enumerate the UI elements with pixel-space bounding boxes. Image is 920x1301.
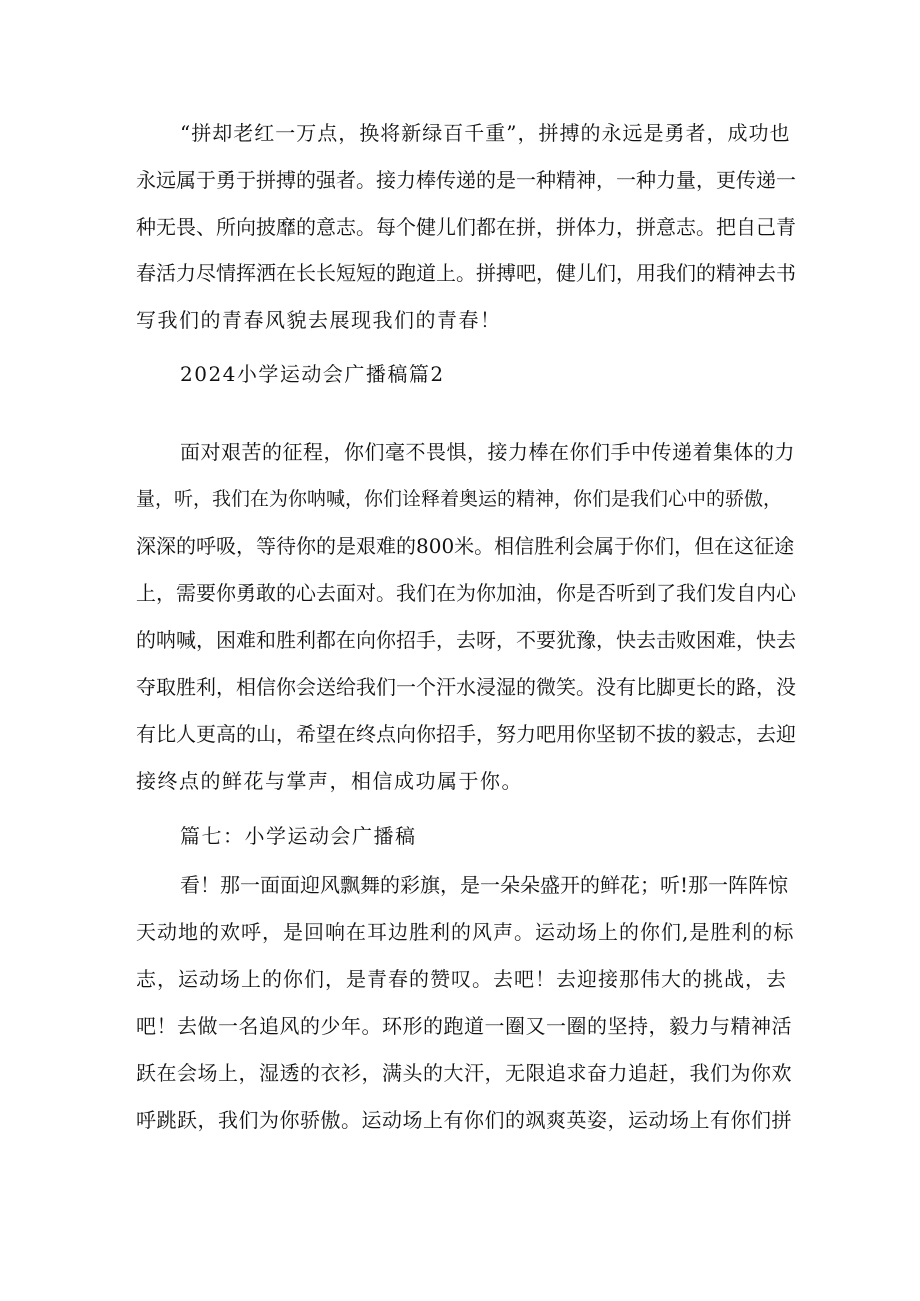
paragraph-3-line-2: 天动地的欢呼，是回响在耳边胜利的风声。运动场上的你们,是胜利的标 — [136, 920, 795, 944]
paragraph-2-line-4: 上，需要你勇敢的心去面对。我们在为你加油，你是否听到了我们发自内心 — [136, 581, 796, 605]
paragraph-2-line-2: 量，听，我们在为你呐喊，你们诠释着奥运的精神，你们是我们心中的骄傲， — [136, 488, 783, 510]
paragraph-1-line-2: 永远属于勇于拼搏的强者。接力棒传递的是一种精神，一种力量，更传递一 — [136, 168, 796, 192]
paragraph-2-line-5: 的呐喊，困难和胜利都在向你招手，去呀，不要犹豫，快去击败困难，快去 — [136, 628, 796, 652]
section-heading-1: 2024小学运动会广播稿篇2 — [180, 362, 445, 386]
paragraph-2-line-7: 有比人更高的山，希望在终点向你招手，努力吧用你坚韧不拔的毅志，去迎 — [136, 722, 796, 746]
paragraph-3-line-4: 吧！去做一名追风的少年。环形的跑道一圈又一圈的坚持，毅力与精神活 — [136, 1014, 792, 1038]
paragraph-2-line-3: 深深的呼吸，等待你的是艰难的800米。相信胜利会属于你们，但在这征途 — [136, 534, 795, 558]
section-heading-2: 篇七：小学运动会广播稿 — [180, 824, 417, 848]
paragraph-3-line-3: 志，运动场上的你们，是青春的赞叹。去吧！去迎接那伟大的挑战，去 — [136, 967, 787, 991]
paragraph-1-line-5: 写我们的青春风貌去展现我们的青春！ — [136, 308, 502, 332]
paragraph-2-line-8: 接终点的鲜花与掌声，相信成功属于你。 — [136, 769, 523, 793]
paragraph-3-line-5: 跃在会场上，湿透的衣衫，满头的大汗，无限追求奋力追赶，我们为你欢 — [136, 1061, 792, 1085]
paragraph-2-line-1: 面对艰苦的征程，你们毫不畏惧，接力棒在你们手中传递着集体的力 — [180, 440, 795, 464]
paragraph-3-line-6: 呼跳跃，我们为你骄傲。运动场上有你们的飒爽英姿，运动场上有你们拼 — [136, 1108, 792, 1132]
paragraph-1-line-4: 春活力尽情挥洒在长长短短的跑道上。拼搏吧，健儿们，用我们的精神去书 — [136, 261, 796, 285]
paragraph-1-line-1: “拼却老红一万点，换将新绿百千重”，拼搏的永远是勇者，成功也 — [180, 121, 791, 145]
paragraph-3-line-1: 看！那一面面迎风飘舞的彩旗，是一朵朵盛开的鲜花；听!那一阵阵惊 — [180, 873, 789, 897]
paragraph-1-line-3: 种无畏、所向披靡的意志。每个健儿们都在拼，拼体力，拼意志。把自己青 — [136, 215, 796, 239]
paragraph-2-line-6: 夺取胜利，相信你会送给我们一个汗水浸湿的微笑。没有比脚更长的路，没 — [136, 675, 796, 699]
